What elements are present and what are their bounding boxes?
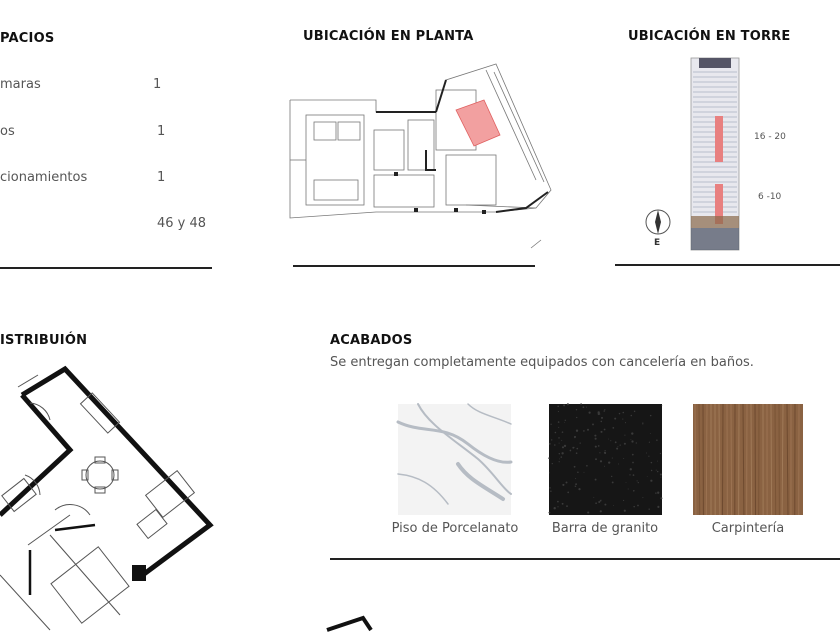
compass-icon <box>643 207 673 237</box>
swatch-label: Barra de granito <box>540 521 670 536</box>
espacios-divider <box>0 267 212 269</box>
granito-swatch <box>549 404 662 515</box>
torre-divider <box>615 264 840 266</box>
partial-drawing-fragment <box>325 612 385 632</box>
tower-elevation-drawing <box>689 56 749 252</box>
compass-letter: E <box>654 238 660 248</box>
distribucion-heading: ISTRIBUIÓN <box>0 333 87 348</box>
espacios-row-value: 46 y 48 <box>157 216 206 231</box>
torre-heading: UBICACIÓN EN TORRE <box>628 29 790 44</box>
unit-floor-plan-drawing <box>0 365 215 630</box>
espacios-row-label: os <box>0 124 15 139</box>
espacios-row-value: 1 <box>157 124 165 139</box>
swatch-label: Piso de Porcelanato <box>390 521 520 536</box>
planta-heading: UBICACIÓN EN PLANTA <box>303 29 474 44</box>
espacios-row-label: maras <box>0 77 41 92</box>
acabados-heading: ACABADOS <box>330 333 412 348</box>
planta-divider <box>293 265 535 267</box>
unit-highlight-plan <box>456 100 500 146</box>
espacios-row-value: 1 <box>153 77 161 92</box>
espacios-row-value: 1 <box>157 170 165 185</box>
floor-range-label: 16 - 20 <box>754 132 786 142</box>
espacios-row-label: cionamientos <box>0 170 87 185</box>
acabados-subtitle: Se entregan completamente equipados con cancelería en baños. <box>330 355 754 370</box>
porcelanato-swatch <box>398 404 511 515</box>
espacios-heading: PACIOS <box>0 31 54 46</box>
carpinteria-swatch <box>693 404 803 515</box>
acabados-divider <box>330 558 840 560</box>
swatch-label: Carpintería <box>683 521 813 536</box>
floor-range-label: 6 -10 <box>758 192 781 202</box>
floors-16-20-highlight <box>715 116 723 162</box>
site-floor-plan-drawing <box>286 60 586 260</box>
